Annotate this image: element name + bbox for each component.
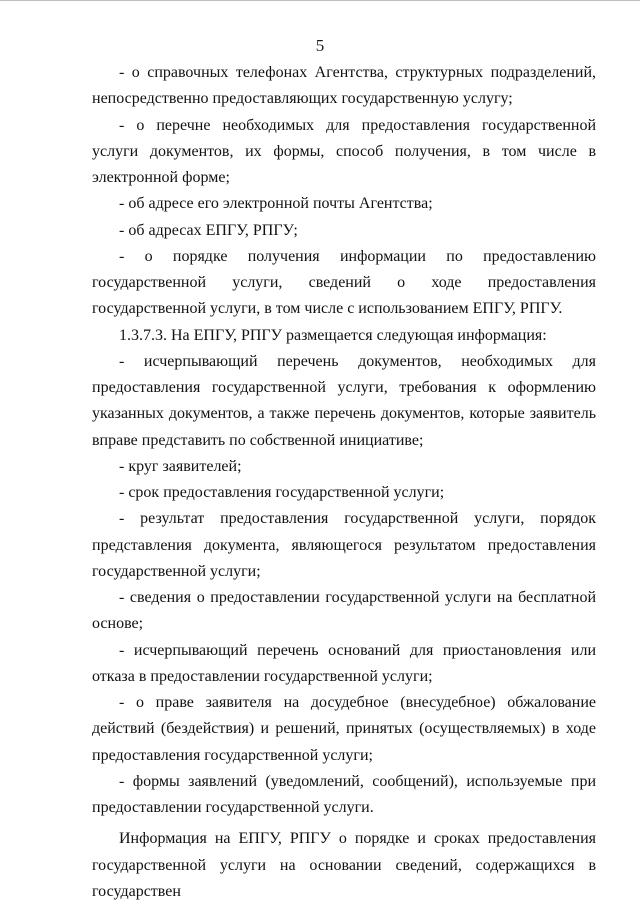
paragraph-portal-addresses: - об адресах ЕПГУ, РПГУ; [119,221,298,239]
paragraph-exhaustive-document-list: - исчерпывающий перечень документов, необходимых для предоставления государственной услуги, требования к оформлению указанных документов, а также перечень документов, которые заявитель вправе представить по собственной инициативе; [92,352,596,449]
paragraph-portal-information: Информация на ЕПГУ, РПГУ о порядке и сроках предоставления государственной услуги на основании сведений, содержащихся в государствен [92,830,596,900]
paragraph-section-1-3-7-3: 1.3.7.3. На ЕПГУ, РПГУ размещается следующая информация: [119,326,547,344]
paragraph-service-term: - срок предоставления государственной услуги; [119,484,445,501]
document-body [92,60,596,905]
paragraph-required-documents: - о перечне необходимых для предоставления государственной услуги документов, их формы, способ получения, в том числе в электронной форме; [92,116,596,186]
paragraph-contact-phones: - о справочных телефонах Агентства, структурных подразделений, непосредственно предоставляющих государственную услугу; [92,64,596,108]
paragraph-refusal-grounds: - исчерпывающий перечень оснований для приостановления или отказа в предоставлении государственной услуги; [92,641,596,685]
scan-top-edge [0,0,640,1]
page-number: 5 [315,36,325,55]
paragraph-applicants: - круг заявителей; [119,457,242,475]
paragraph-application-forms: - формы заявлений (уведомлений, сообщений), используемые при предоставлении государственной услуги. [92,772,596,816]
paragraph-email-address: - об адресе его электронной почты Агентства; [119,195,433,213]
paragraph-service-result: - результат предоставления государственной услуги, порядок представления документа, являющегося результатом предоставления государственной услуги; [92,510,596,580]
paragraph-free-of-charge: - сведения о предоставлении государственной услуги на бесплатной основе; [92,589,596,633]
paragraph-appeal-right: - о праве заявителя на досудебное (внесудебное) обжалование действий (бездействия) и решений, принятых (осуществляемых) в ходе предоставления государственной услуги; [92,694,596,764]
paragraph-information-procedure: - о порядке получения информации по предоставлению государственной услуги, сведений о ходе предоставления государственной услуги, в том числе с использованием ЕПГУ, РПГУ. [92,247,596,318]
